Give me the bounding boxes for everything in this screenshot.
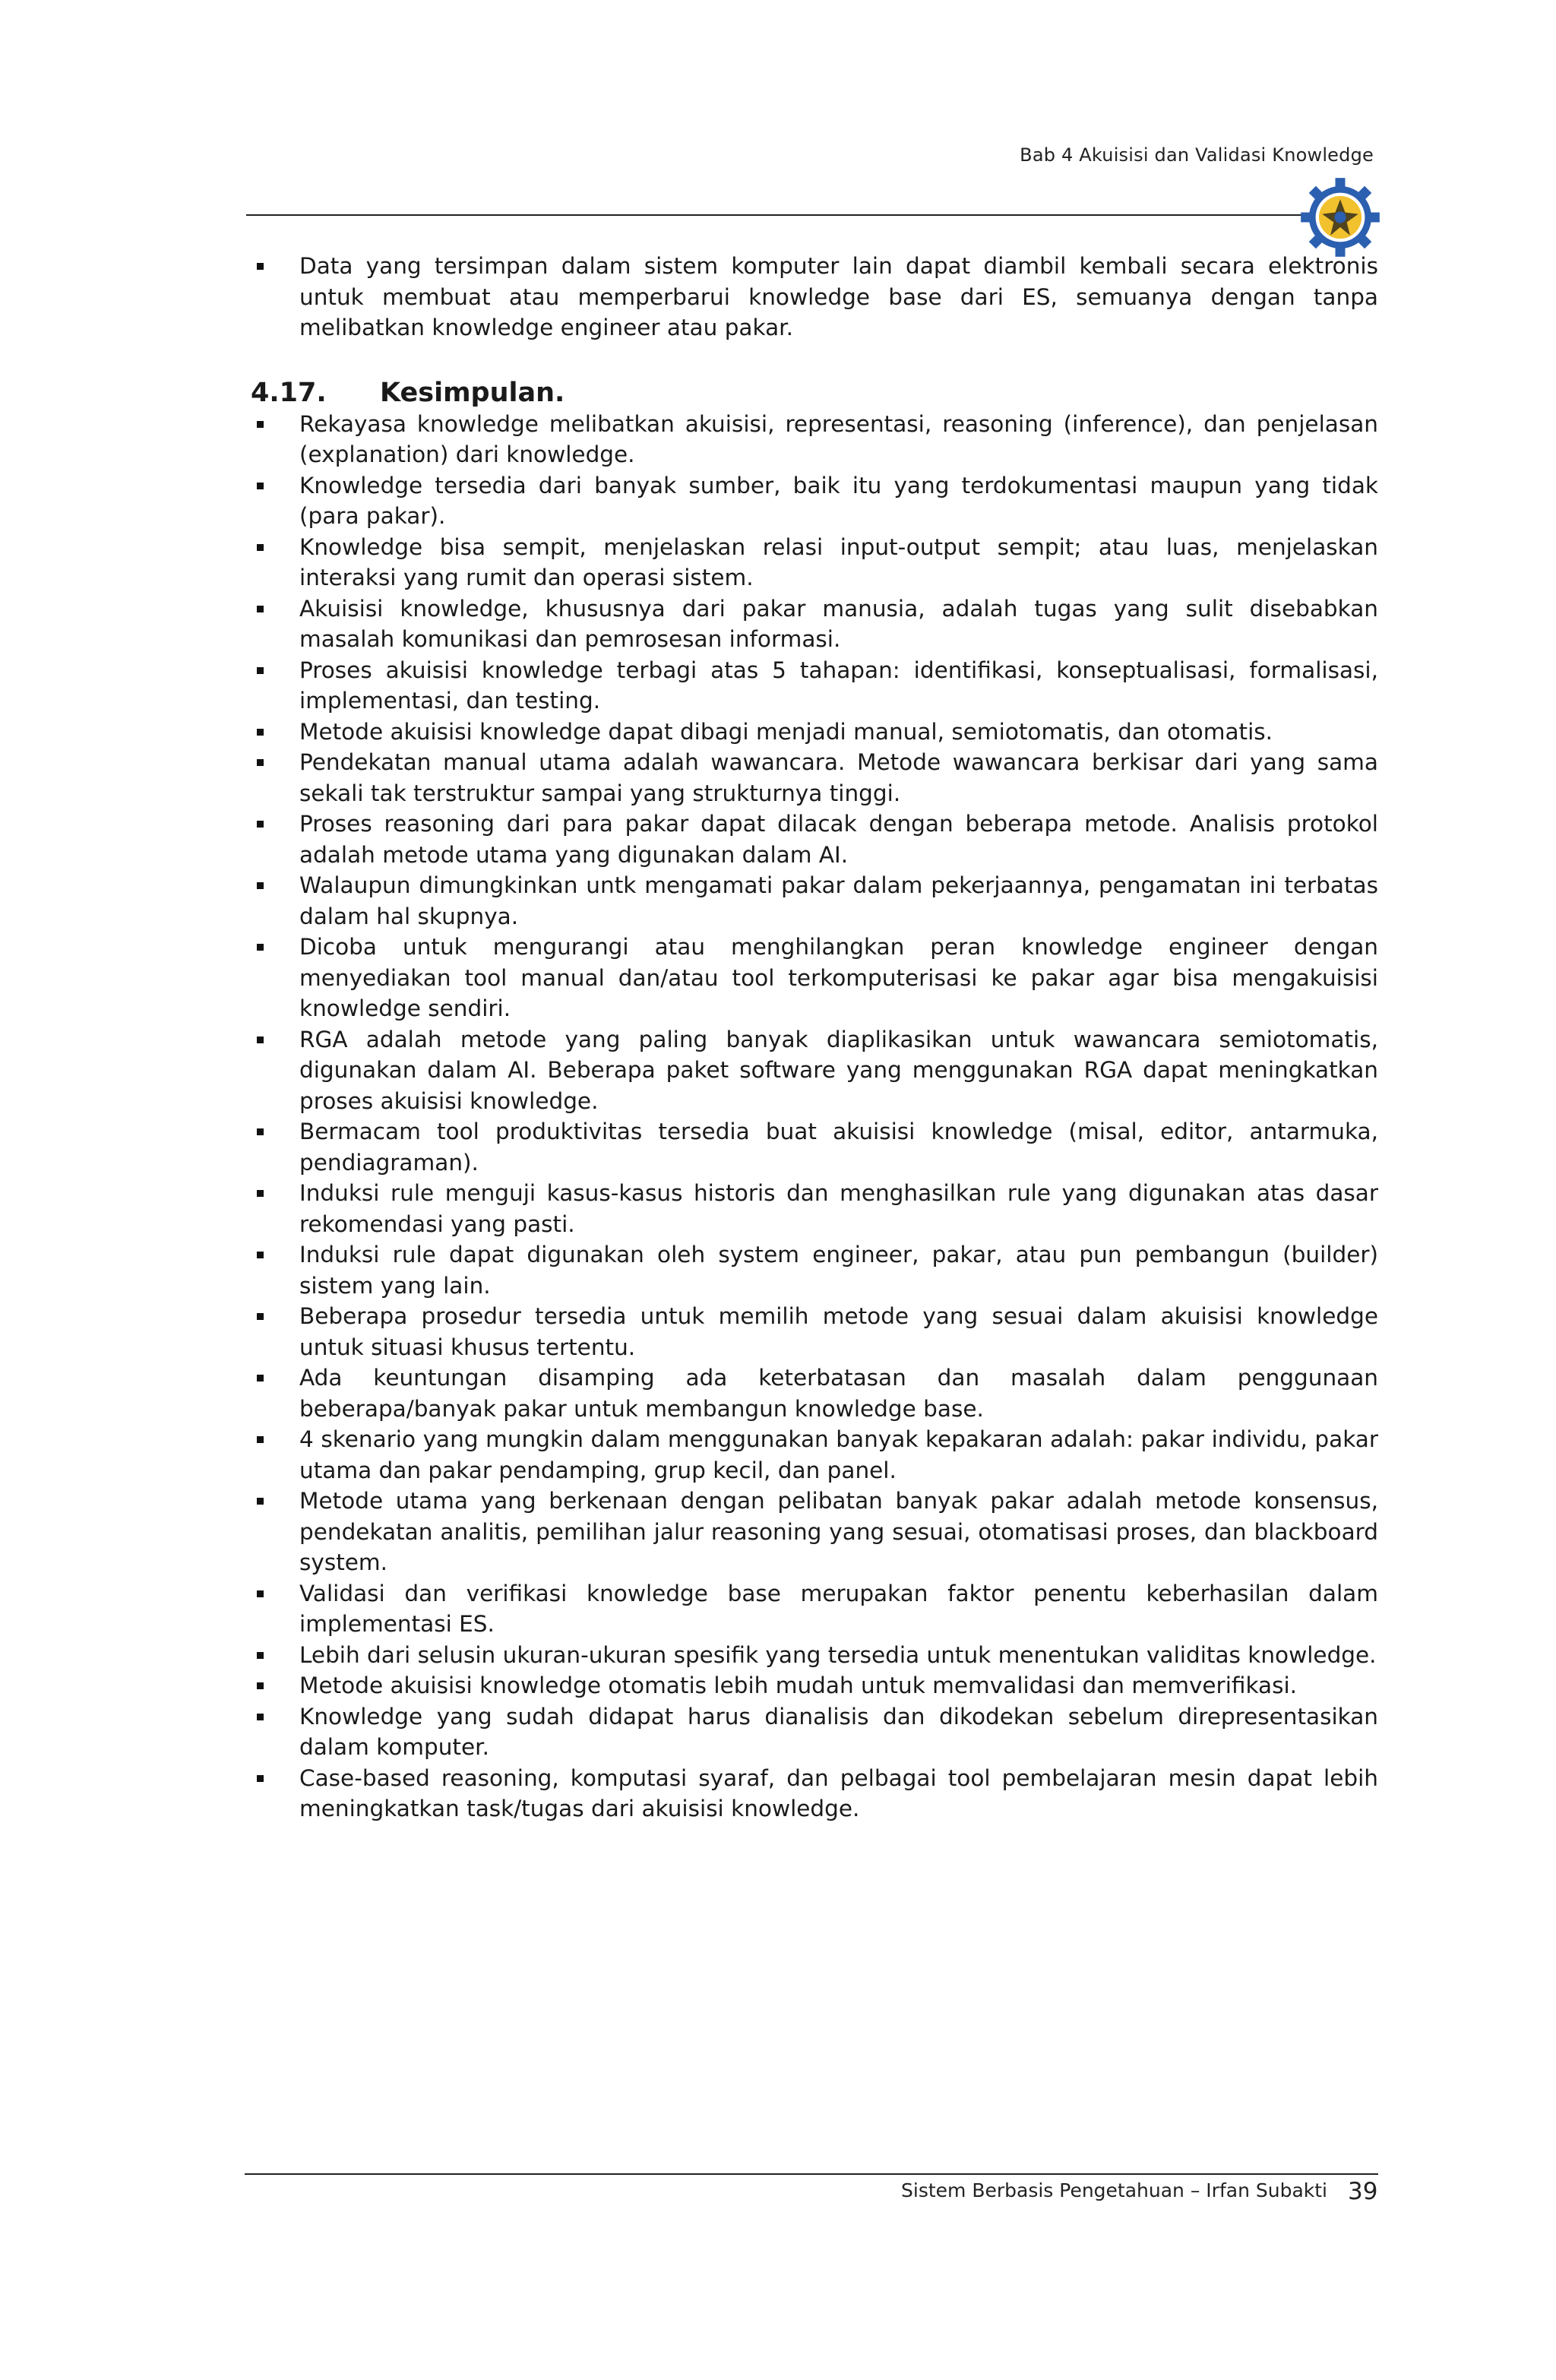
list-item-text: RGA adalah metode yang paling banyak diaplikasikan untuk wawancara semiotomatis, digunakan dalam AI. Beberapa paket software yang menggunakan RGA dapat meningkatkan proses akuisisi knowledge. <box>299 1026 1378 1114</box>
list-item <box>251 532 1378 593</box>
running-header: Bab 4 Akuisisi dan Validasi Knowledge <box>1020 144 1374 166</box>
square-bullet-icon <box>257 1037 264 1043</box>
square-bullet-icon <box>257 821 264 828</box>
list-item <box>251 1701 1378 1763</box>
list-item <box>251 655 1378 717</box>
university-gear-emblem-icon <box>1299 176 1381 258</box>
list-item-text: Induksi rule dapat digunakan oleh system engineer, pakar, atau pun pembangun (builder) sistem yang lain. <box>299 1242 1378 1299</box>
square-bullet-icon <box>257 1775 264 1782</box>
square-bullet-icon <box>257 882 264 889</box>
footer-divider <box>245 2173 1378 2175</box>
list-item-text: Induksi rule menguji kasus-kasus historis dan menghasilkan rule yang digunakan atas dasar rekomendasi yang pasti. <box>299 1180 1378 1237</box>
square-bullet-icon <box>257 1375 264 1381</box>
list-item-text: Knowledge tersedia dari banyak sumber, baik itu yang terdokumentasi maupun yang tidak (para pakar). <box>299 472 1378 529</box>
section-title: Kesimpulan. <box>380 377 565 408</box>
list-item-text: Metode utama yang berkenaan dengan pelibatan banyak pakar adalah metode konsensus, pendekatan analitis, pemilihan jalur reasoning yang sesuai, otomatisasi proses, dan blackboard system. <box>299 1488 1378 1575</box>
section-heading <box>251 377 1378 409</box>
square-bullet-icon <box>257 1313 264 1320</box>
list-item-text: Knowledge yang sudah didapat harus dianalisis dan dikodekan sebelum direpresentasikan dalam komputer. <box>299 1703 1378 1760</box>
list-item <box>251 932 1378 1024</box>
list-item <box>251 870 1378 932</box>
list-item <box>251 1024 1378 1117</box>
square-bullet-icon <box>257 606 264 612</box>
square-bullet-icon <box>257 1652 264 1659</box>
list-item-text: Data yang tersimpan dalam sistem komputer lain dapat diambil kembali secara elektronis untuk membuat atau memperbarui knowledge base dari ES, semuanya dengan tanpa melibatkan knowledge engineer atau pakar. <box>299 253 1378 340</box>
square-bullet-icon <box>257 1590 264 1597</box>
list-item-text: Case-based reasoning, komputasi syaraf, dan pelbagai tool pembelajaran mesin dapat lebih meningkatkan task/tugas dari akuisisi knowledge. <box>299 1764 1378 1821</box>
list-item <box>251 409 1378 470</box>
list-item-text: Dicoba untuk mengurangi atau menghilangkan peran knowledge engineer dengan menyediakan tool manual dan/atau tool terkomputerisasi ke pakar agar bisa mengakuisisi knowledge sendiri. <box>299 934 1378 1021</box>
running-footer: Sistem Berbasis Pengetahuan – Irfan Subakti <box>901 2179 1327 2201</box>
list-item-text: Rekayasa knowledge melibatkan akuisisi, representasi, reasoning (inference), dan penjelasan (explanation) dari knowledge. <box>299 410 1378 467</box>
square-bullet-icon <box>257 1190 264 1197</box>
list-item-text: Bermacam tool produktivitas tersedia buat akuisisi knowledge (misal, editor, antarmuka, pendiagraman). <box>299 1119 1378 1176</box>
list-item-text: Lebih dari selusin ukuran-ukuran spesifik yang tersedia untuk menentukan validitas knowledge. <box>299 1641 1377 1668</box>
list-item-text: Knowledge bisa sempit, menjelaskan relasi input-output sempit; atau luas, menjelaskan interaksi yang rumit dan operasi sistem. <box>299 533 1378 590</box>
list-item-text: Pendekatan manual utama adalah wawancara. Metode wawancara berkisar dari yang sama sekali tak terstruktur sampai yang strukturnya tinggi. <box>299 749 1378 806</box>
square-bullet-icon <box>257 263 264 270</box>
header-divider <box>246 214 1310 216</box>
square-bullet-icon <box>257 1714 264 1720</box>
list-item <box>251 1178 1378 1239</box>
intro-bullet-list <box>251 251 1378 343</box>
square-bullet-icon <box>257 421 264 428</box>
list-item-text: Beberapa prosedur tersedia untuk memilih metode yang sesuai dalam akuisisi knowledge untuk situasi khusus tertentu. <box>299 1303 1378 1360</box>
list-item <box>251 1578 1378 1640</box>
list-item-text: Ada keuntungan disamping ada keterbatasan dan masalah dalam penggunaan beberapa/banyak pakar untuk membangun knowledge base. <box>299 1365 1378 1422</box>
square-bullet-icon <box>257 759 264 766</box>
list-item-text: Metode akuisisi knowledge dapat dibagi menjadi manual, semiotomatis, dan otomatis. <box>299 718 1273 745</box>
square-bullet-icon <box>257 1252 264 1258</box>
list-item-text: Validasi dan verifikasi knowledge base merupakan faktor penentu keberhasilan dalam implementasi ES. <box>299 1580 1378 1637</box>
square-bullet-icon <box>257 1498 264 1505</box>
list-item <box>251 1640 1378 1671</box>
list-item <box>251 1116 1378 1178</box>
square-bullet-icon <box>257 483 264 489</box>
list-item-text: Proses reasoning dari para pakar dapat dilacak dengan beberapa metode. Analisis protokol adalah metode utama yang digunakan dalam AI. <box>299 811 1378 868</box>
list-item <box>251 1239 1378 1301</box>
list-item-text: Proses akuisisi knowledge terbagi atas 5 tahapan: identifikasi, konseptualisasi, formalisasi, implementasi, dan testing. <box>299 657 1378 714</box>
list-item <box>251 251 1378 343</box>
square-bullet-icon <box>257 667 264 674</box>
list-item <box>251 470 1378 532</box>
square-bullet-icon <box>257 1128 264 1135</box>
list-item <box>251 747 1378 809</box>
page-body <box>251 251 1378 1825</box>
list-item <box>251 809 1378 870</box>
list-item <box>251 1670 1378 1701</box>
list-item-text: Akuisisi knowledge, khususnya dari pakar manusia, adalah tugas yang sulit disebabkan masalah komunikasi dan pemrosesan informasi. <box>299 595 1378 652</box>
list-item <box>251 1486 1378 1578</box>
list-item <box>251 717 1378 748</box>
square-bullet-icon <box>257 544 264 551</box>
list-item <box>251 1362 1378 1424</box>
section-number: 4.17. <box>251 377 327 408</box>
page-number: 39 <box>1348 2178 1378 2205</box>
list-item <box>251 1763 1378 1825</box>
list-item <box>251 593 1378 655</box>
square-bullet-icon <box>257 729 264 736</box>
list-item-text: Metode akuisisi knowledge otomatis lebih mudah untuk memvalidasi dan memverifikasi. <box>299 1673 1298 1698</box>
list-item-text: 4 skenario yang mungkin dalam menggunakan banyak kepakaran adalah: pakar individu, pakar utama dan pakar pendamping, grup kecil, dan panel. <box>299 1426 1378 1483</box>
list-item <box>251 1301 1378 1362</box>
list-item <box>251 1424 1378 1486</box>
conclusion-bullet-list <box>251 409 1378 1825</box>
square-bullet-icon <box>257 944 264 951</box>
list-item-text: Walaupun dimungkinkan untk mengamati pakar dalam pekerjaannya, pengamatan ini terbatas dalam hal skupnya. <box>299 872 1378 929</box>
square-bullet-icon <box>257 1436 264 1443</box>
square-bullet-icon <box>257 1682 264 1689</box>
